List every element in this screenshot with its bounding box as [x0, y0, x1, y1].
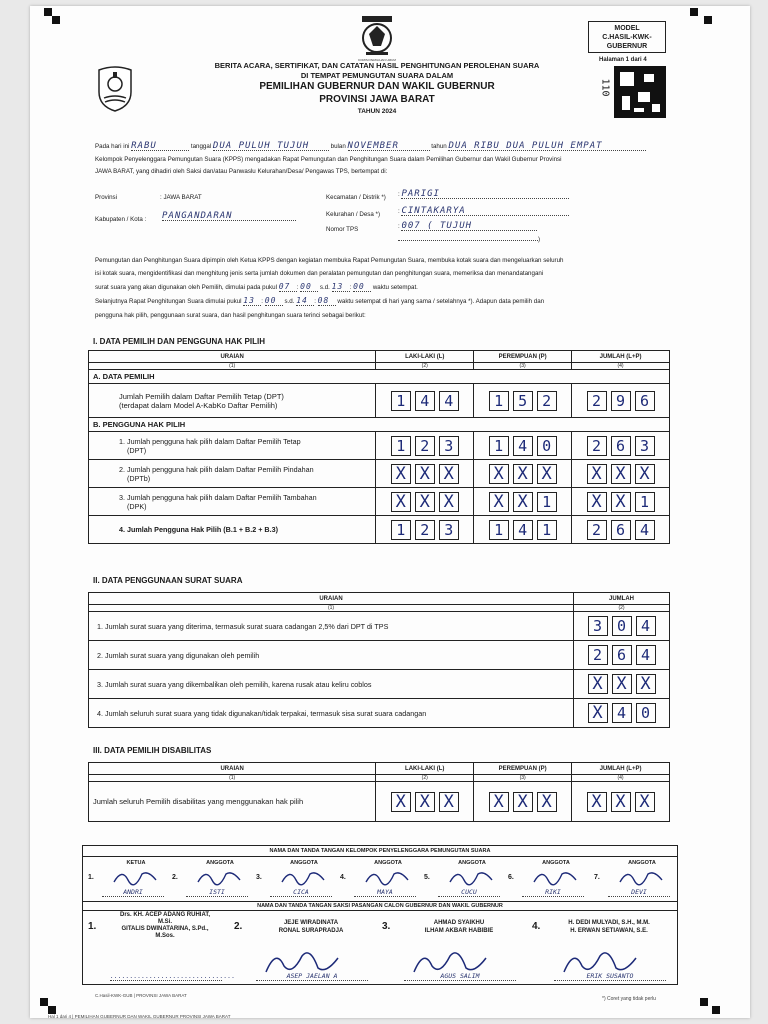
surat-suara-2-jumlah: [574, 645, 669, 665]
b3-laki-laki-digit: X: [415, 492, 435, 512]
b2-jumlah-digit: X: [635, 464, 655, 484]
saksi-candidate-line: Drs. KH. ACEP ADANG RUHIAT,: [119, 912, 210, 918]
tps-value-line2: ): [398, 236, 540, 244]
signature-scribble: [112, 866, 158, 888]
b1-perempuan-digit: 1: [489, 436, 509, 456]
signature-scribble: [448, 866, 494, 888]
saksi-candidate-line: ILHAM AKBAR HABIBIE: [424, 928, 494, 934]
b2-jumlah-digit: X: [587, 464, 607, 484]
b3-laki-laki-digit: X: [391, 492, 411, 512]
provinsi-value: : JAWA BARAT: [160, 194, 202, 201]
b2-jumlah: [572, 464, 669, 484]
saksi-signature-name: ERIK SUSANTO: [554, 972, 666, 981]
disabilitas-perempuan-digit: X: [537, 792, 557, 812]
field-hari: RABU: [131, 142, 189, 151]
footer-bottom: Hal 1 dari 4 | PEMILIHAN GUBERNUR DAN WAKIL GUBERNUR PROVINSI JAWA BARAT: [48, 1014, 231, 1019]
provinsi-label: Provinsi: [95, 194, 118, 201]
b4-perempuan-digit: 1: [489, 520, 509, 540]
b4-jumlah: [572, 520, 669, 540]
alignment-marker: [690, 8, 698, 16]
saksi-number: 1.: [88, 921, 97, 932]
b4-perempuan-digit: 4: [513, 520, 533, 540]
table-row: 1. Jumlah pengguna hak pilih dalam Daftar Pemilih Tetap (DPT) 1 2 3 1 4 0 2 6 3: [89, 432, 670, 460]
b4-jumlah-digit: 4: [635, 520, 655, 540]
ballot-usage-table: URAIAN JUMLAH (1) (2) 1. Jumlah surat suara yang diterima, termasuk surat suara cadangan 2,5% dari DPT di TPS 3 0 4 2. Jumlah surat suara yang digunakan oleh pemilih 2 6 4 3. Jumlah surat suara yang dikembalikan oleh pemilih, karena rusak atau keliru coblos X X X 4. Jumlah seluruh surat suara yang tidak digunakan/tidak terpakai, termasuk sisa surat suara cadangan X 4 0: [88, 592, 670, 728]
kpps-number: 3.: [256, 874, 262, 881]
footer-note: *) Coret yang tidak perlu: [602, 996, 656, 1002]
saksi-signature-name: ................................: [110, 972, 236, 980]
disabilitas-laki-laki: [376, 792, 473, 812]
alignment-marker: [44, 8, 52, 16]
field-tanggal: DUA PULUH TUJUH: [213, 142, 329, 151]
body-paragraph: Pemungutan dan Penghitungan Suara dipimpin oleh Ketua KPPS dengan kegiatan membuka Rapat Pemungutan Suara, membuka kotak suara dan mengeluarkan seluruh: [95, 257, 564, 264]
disabilitas-jumlah-digit: X: [611, 792, 631, 812]
b2-perempuan: [474, 464, 571, 484]
signature-scribble: [196, 866, 242, 888]
footer-left: C.Hasil-KWK-GUB | PROVINSI JAWA BARAT: [95, 993, 187, 998]
surat-suara-4-digit: 4: [612, 703, 632, 723]
b3-perempuan: [474, 492, 571, 512]
kpps-role-label: ANGGOTA: [374, 860, 402, 866]
section-1-title: I. DATA PEMILIH DAN PENGGUNA HAK PILIH: [93, 337, 265, 346]
kpps-role-label: ANGGOTA: [206, 860, 234, 866]
b4-jumlah-digit: 6: [611, 520, 631, 540]
voter-data-table: URAIAN LAKI-LAKI (L) PEREMPUAN (P) JUMLAH (L+P) (1) (2) (3) (4) A. DATA PEMILIH Jumlah Pemilih dalam Daftar Pemilih Tetap (DPT) (terdapat dalam Model A-KabKo Daftar Pemilih) 1 4 4 1 5 2 2 9 6 B. PENGGUNA HAK PILIH 1. Jumlah pengguna hak pilih dalam Daftar Pemilih Tetap (DPT) 1 2 3 1 4 0 2 6 3 2. Jumlah pengguna hak pilih dalam Daftar Pemilih Pindahan (DPTb) X X X X X X X X X 3. Jumlah pengguna hak pilih dalam Daftar Pemilih Tambahan (DPK) X X X X X 1 X X 1 4. Jumlah Pengguna Hak Pilih (B.1 + B.2 + B.3) 1 2 3 1 4 1 2 6 4: [88, 350, 670, 544]
kpps-number: 5.: [424, 874, 430, 881]
field-bulan: NOVEMBER: [348, 142, 430, 151]
b3-jumlah-digit: X: [611, 492, 631, 512]
saksi-signature-title: NAMA DAN TANDA TANGAN SAKSI PASANGAN CALON GUBERNUR DAN WAKIL GUBERNUR: [82, 901, 678, 911]
b4-laki-laki: [376, 520, 473, 540]
kpps-member-name: RIKI: [522, 888, 584, 897]
surat-suara-3-digit: X: [588, 674, 608, 694]
b1-laki-laki: [376, 436, 473, 456]
form-title-line2: DI TEMPAT PEMUNGUTAN SUARA DALAM: [300, 71, 454, 80]
disabilitas-perempuan: [474, 792, 571, 812]
b2-laki-laki-digit: X: [415, 464, 435, 484]
body-paragraph: isi kotak suara, mengidentifikasi dan menghitung jenis serta jumlah dokumen dan peralatan pemungutan dan penghitungan suara, memeriksa dan menandatangani: [95, 270, 544, 277]
surat-suara-2-digit: 2: [588, 645, 608, 665]
model-box: MODEL C.HASIL-KWK- GUBERNUR: [588, 21, 666, 53]
surat-suara-2-digit: 6: [612, 645, 632, 665]
kpps-member-name: CICA: [270, 888, 332, 897]
kpps-signature-title: NAMA DAN TANDA TANGAN KELOMPOK PENYELENGGARA PEMUNGUTAN SUARA: [82, 848, 678, 857]
b2-perempuan-digit: X: [513, 464, 533, 484]
page-indicator: Halaman 1 dari 4: [599, 57, 647, 63]
kpps-member-name: MAYA: [354, 888, 416, 897]
tps-value: : 007 ( TUJUH: [398, 222, 537, 231]
b2-laki-laki-digit: X: [439, 464, 459, 484]
body-paragraph-time2: Selanjutnya Rapat Penghitungan Suara dimulai pukul 13 : 00 s.d. 14 : 08 waktu setempat di hari yang sama / setelahnya *). Adapun data pemilih dan: [95, 296, 545, 305]
kabupaten-label: Kabupaten / Kota :: [95, 216, 147, 223]
kpps-number: 7.: [594, 874, 600, 881]
dpt-perempuan: [474, 391, 571, 411]
form-title-line1: BERITA ACARA, SERTIFIKAT, DAN CATATAN HASIL PENGHITUNGAN PEROLEHAN SUARA: [214, 61, 540, 70]
saksi-number: 2.: [234, 921, 243, 932]
b4-jumlah-digit: 2: [587, 520, 607, 540]
disabilitas-perempuan-digit: X: [513, 792, 533, 812]
kpps-number: 1.: [88, 874, 94, 881]
field-tahun: DUA RIBU DUA PULUH EMPAT: [448, 142, 646, 151]
tps-label: Nomor TPS: [326, 226, 359, 233]
surat-suara-2-digit: 4: [636, 645, 656, 665]
surat-suara-3-digit: X: [612, 674, 632, 694]
kpps-role-label: ANGGOTA: [458, 860, 486, 866]
disabilitas-laki-laki-digit: X: [415, 792, 435, 812]
disabilitas-jumlah-digit: X: [635, 792, 655, 812]
b1-perempuan: [474, 436, 571, 456]
b2-laki-laki-digit: X: [391, 464, 411, 484]
b1-jumlah-digit: 3: [635, 436, 655, 456]
dpt-jumlah-digit: 6: [635, 391, 655, 411]
disabilitas-laki-laki-digit: X: [439, 792, 459, 812]
saksi-number: 4.: [532, 921, 541, 932]
b4-laki-laki-digit: 1: [391, 520, 411, 540]
alignment-marker: [52, 16, 60, 24]
b2-laki-laki: [376, 464, 473, 484]
form-title-line4: PROVINSI JAWA BARAT: [319, 94, 435, 105]
alignment-marker: [40, 998, 48, 1006]
b3-perempuan-digit: 1: [537, 492, 557, 512]
signature-scribble: [532, 866, 578, 888]
b1-jumlah-digit: 2: [587, 436, 607, 456]
west-java-emblem-icon: [95, 66, 135, 112]
kecamatan-label: Kecamatan / Distrik *): [326, 194, 386, 201]
b1-laki-laki-digit: 3: [439, 436, 459, 456]
dpt-perempuan-digit: 5: [513, 391, 533, 411]
alignment-marker: [48, 1006, 56, 1014]
surat-suara-4-digit: X: [588, 703, 608, 723]
emblem-text: KOMISI PEMILIHAN UMUM: [358, 58, 396, 62]
b4-laki-laki-digit: 2: [415, 520, 435, 540]
b3-jumlah-digit: X: [587, 492, 607, 512]
alignment-marker: [712, 1006, 720, 1014]
kpps-member-name: ANDRI: [102, 888, 164, 897]
kecamatan-value: : PARIGI: [398, 190, 569, 199]
surat-suara-3-jumlah: [574, 674, 669, 694]
kpps-number: 6.: [508, 874, 514, 881]
kpps-number: 4.: [340, 874, 346, 881]
b1-perempuan-digit: 4: [513, 436, 533, 456]
b2-jumlah-digit: X: [611, 464, 631, 484]
intro-date-line: Pada hari ini RABU tanggal DUA PULUH TUJUH bulan NOVEMBER tahun DUA RIBU DUA PULUH EMPAT: [95, 142, 665, 151]
b3-jumlah: [572, 492, 669, 512]
saksi-candidate-line: AHMAD SYAIKHU: [433, 920, 485, 926]
saksi-candidate-line: H. DEDI MULYADI, S.H., M.M.: [568, 920, 650, 926]
disabilitas-laki-laki-digit: X: [391, 792, 411, 812]
saksi-candidate-line: H. ERWAN SETIAWAN, S.E.: [570, 928, 648, 934]
b1-laki-laki-digit: 1: [391, 436, 411, 456]
saksi-candidate-line: JEJE WIRADINATA: [283, 920, 339, 926]
dpt-laki-laki-digit: 4: [415, 391, 435, 411]
saksi-candidate-line: M.Si.: [157, 919, 172, 925]
b2-perempuan-digit: X: [489, 464, 509, 484]
surat-suara-1-digit: 4: [636, 616, 656, 636]
table-row: 3. Jumlah surat suara yang dikembalikan oleh pemilih, karena rusak atau keliru coblos X X X: [89, 670, 670, 699]
surat-suara-1-digit: 3: [588, 616, 608, 636]
disabilitas-jumlah: [572, 792, 669, 812]
kpu-emblem-icon: [360, 14, 394, 56]
kpps-member-name: DEVI: [608, 888, 670, 897]
b4-perempuan: [474, 520, 571, 540]
surat-suara-4-jumlah: [574, 703, 669, 723]
b3-perempuan-digit: X: [513, 492, 533, 512]
kpps-role-label: ANGGOTA: [628, 860, 656, 866]
intro-paragraph: JAWA BARAT, yang dihadiri oleh Saksi dan/atau Panwaslu Kelurahan/Desa/ Pengawas TPS, bertempat di:: [95, 168, 388, 175]
signature-scribble: [364, 866, 410, 888]
saksi-number: 3.: [382, 921, 391, 932]
b3-perempuan-digit: X: [489, 492, 509, 512]
dpt-jumlah: [572, 391, 669, 411]
surat-suara-1-jumlah: [574, 616, 669, 636]
table-row: 3. Jumlah pengguna hak pilih dalam Daftar Pemilih Tambahan (DPK) X X X X X 1 X X 1: [89, 488, 670, 516]
saksi-signature-name: ASEP JAELAN A: [256, 972, 368, 981]
qr-code-icon: [614, 66, 666, 118]
surat-suara-4-digit: 0: [636, 703, 656, 723]
b3-jumlah-digit: 1: [635, 492, 655, 512]
dpt-perempuan-digit: 1: [489, 391, 509, 411]
dpt-jumlah-digit: 9: [611, 391, 631, 411]
saksi-signature-name: AGUS SALIM: [404, 972, 516, 981]
b4-laki-laki-digit: 3: [439, 520, 459, 540]
form-title-line3: PEMILIHAN GUBERNUR DAN WAKIL GUBERNUR: [259, 81, 495, 92]
alignment-marker: [704, 16, 712, 24]
table-row: 2. Jumlah surat suara yang digunakan oleh pemilih 2 6 4: [89, 641, 670, 670]
dpt-laki-laki-digit: 4: [439, 391, 459, 411]
b1-perempuan-digit: 0: [537, 436, 557, 456]
kpps-number: 2.: [172, 874, 178, 881]
alignment-marker: [700, 998, 708, 1006]
disability-table: URAIAN LAKI-LAKI (L) PEREMPUAN (P) JUMLAH (L+P) (1) (2) (3) (4) Jumlah seluruh Pemilih disabilitas yang menggunakan hak pilih X X X X X X X X X: [88, 762, 670, 822]
saksi-candidate-line: RONAL SURAPRADJA: [278, 928, 344, 934]
intro-paragraph: Kelompok Penyelenggara Pemungutan Suara (KPPS) mengadakan Rapat Pemungutan dan Penghitungan Suara dalam Pemilihan Gubernur dan Wakil Gubernur Provinsi: [95, 156, 562, 163]
signature-scribble: [618, 866, 664, 888]
form-title-line5: TAHUN 2024: [357, 108, 397, 115]
table-row: 1. Jumlah surat suara yang diterima, termasuk surat suara cadangan 2,5% dari DPT di TPS 3 0 4: [89, 612, 670, 641]
b3-laki-laki-digit: X: [439, 492, 459, 512]
kpps-role-label: KETUA: [126, 860, 146, 866]
body-paragraph: pengguna hak pilih, penggunaan surat suara, dan hasil penghitungan suara terinci sebagai berikut:: [95, 312, 366, 319]
b-rows: [89, 432, 670, 544]
b3-laki-laki: [376, 492, 473, 512]
kelurahan-value: : CINTAKARYA: [398, 207, 569, 216]
body-paragraph-time1: surat suara yang akan digunakan oleh Pemilih, dimulai pada pukul 07 : 00 s.d. 13 : 00 waktu setempat.: [95, 282, 418, 291]
section-3-title: III. DATA PEMILIH DISABILITAS: [93, 746, 212, 755]
saksi-candidate-line: GITALIS DWINATARINA, S.Pd.,: [121, 926, 209, 932]
surat-suara-3-digit: X: [636, 674, 656, 694]
kabupaten-value: PANGANDARAN: [162, 212, 296, 221]
dpt-jumlah-digit: 2: [587, 391, 607, 411]
section-2-title: II. DATA PENGGUNAAN SURAT SUARA: [93, 576, 243, 585]
b1-jumlah: [572, 436, 669, 456]
kpps-role-label: ANGGOTA: [290, 860, 318, 866]
b4-perempuan-digit: 1: [537, 520, 557, 540]
signature-scribble: [280, 866, 326, 888]
kelurahan-label: Kelurahan / Desa *): [326, 211, 380, 218]
b1-laki-laki-digit: 2: [415, 436, 435, 456]
kpps-member-name: ISTI: [186, 888, 248, 897]
table-row: 4. Jumlah Pengguna Hak Pilih (B.1 + B.2 + B.3) 1 2 3 1 4 1 2 6 4: [89, 516, 670, 544]
dpt-laki-laki: [376, 391, 473, 411]
surat-suara-1-digit: 0: [612, 616, 632, 636]
kpps-role-label: ANGGOTA: [542, 860, 570, 866]
b2-perempuan-digit: X: [537, 464, 557, 484]
saksi-candidate-line: M.Sos.: [155, 933, 175, 939]
disabilitas-jumlah-digit: X: [587, 792, 607, 812]
disabilitas-perempuan-digit: X: [489, 792, 509, 812]
qr-number: 110: [599, 78, 611, 97]
table-row: 2. Jumlah pengguna hak pilih dalam Daftar Pemilih Pindahan (DPTb) X X X X X X X X X: [89, 460, 670, 488]
b1-jumlah-digit: 6: [611, 436, 631, 456]
dpt-laki-laki-digit: 1: [391, 391, 411, 411]
dpt-perempuan-digit: 2: [537, 391, 557, 411]
table-row: 4. Jumlah seluruh surat suara yang tidak digunakan/tidak terpakai, termasuk sisa surat suara cadangan X 4 0: [89, 699, 670, 728]
kpps-member-name: CUCU: [438, 888, 500, 897]
